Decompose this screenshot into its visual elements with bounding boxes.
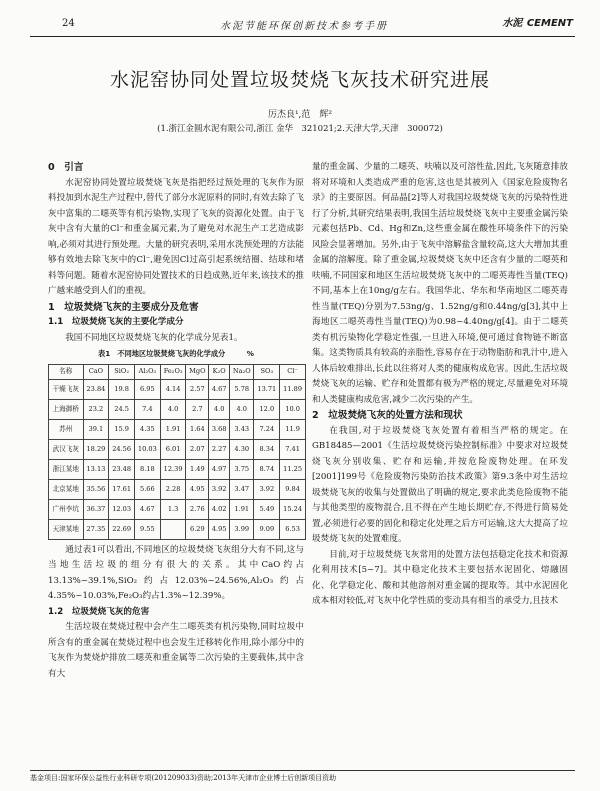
right-column bbox=[312, 160, 568, 610]
table-row bbox=[49, 379, 306, 399]
table-cell: 12.39 bbox=[160, 459, 186, 479]
table-cell bbox=[160, 519, 186, 539]
table-cell: 5.49 bbox=[254, 499, 280, 519]
section-1-1-heading: 1.1 垃圾焚烧飞灰的主要化学成分 bbox=[48, 317, 184, 327]
section-1-heading: 1 垃圾焚烧飞灰的主要成分及危害 bbox=[48, 301, 199, 313]
table-cell: 7.4 bbox=[135, 399, 161, 419]
table-cell: 2.57 bbox=[186, 379, 209, 399]
table-cell: 22.69 bbox=[109, 519, 135, 539]
table-row bbox=[49, 399, 306, 419]
section-1-2-paragraph: 生活垃圾在焚烧过程中会产生二噁英类有机污染物,同时垃圾中所含有的重金属在焚烧过程中也会发生迁移转化作用,除小部分中的飞灰作为焚烧炉排放二噁英和重金属等二次污染的主要载体,其中含有大 bbox=[48, 622, 304, 679]
article-title: 水泥窑协同处置垃圾焚烧飞灰技术研究进展 bbox=[109, 69, 490, 91]
table-cell: 3.75 bbox=[230, 459, 254, 479]
table-cell: 4.95 bbox=[209, 519, 230, 539]
table-cell: 6.53 bbox=[280, 519, 306, 539]
table-cell: 1.91 bbox=[160, 419, 186, 439]
table-cell: 24.56 bbox=[109, 439, 135, 459]
logo-cn: 水泥 bbox=[502, 18, 523, 29]
table-row-label: 武汉飞灰 bbox=[49, 439, 84, 459]
table-cell: 12.03 bbox=[109, 499, 135, 519]
table-cell: 4.67 bbox=[135, 499, 161, 519]
chemical-composition-table bbox=[48, 364, 306, 540]
table-header-cell: K₂O bbox=[209, 364, 230, 379]
running-header bbox=[30, 14, 575, 37]
footnote: 基金项目:国家环保公益性行业科研专项(201209033)资助;2013年天津市企业博士后创新项目资助 bbox=[30, 770, 575, 783]
table-cell: 4.67 bbox=[209, 379, 230, 399]
right-paragraph-1: 量的重金属、少量的二噁英、呋喃以及可溶性盐,因此,飞灰随意排放将对环境和人类造成严重的危害,这也是其被列入《国家危险废物名录》的主要原因。何品晶[2]等人对我国垃圾焚烧飞灰的污染特性进行了分析,其研究结果表明,我国生活垃圾焚烧飞灰中主要重金属污染元素包括Pb、Cd、Hg和Zn,这些重金属在酸性环境条件下的污染风险会显著增加。另外,由于飞灰中溶解盐含量较高,这大大增加其重金属的溶解度。除了重金属,垃圾焚烧飞灰中还含有少量的二噁英和呋喃,不同国家和地区生活垃圾焚烧飞灰中的二噁英毒性当量(TEQ)不同,基本上在10ng/g左右。我国华北、华东和华南地区二噁英毒性当量(TEQ)分别为7.53ng/g、1.52ng/g和0.44ng/g[3],其中上海地区二噁英毒性当量(TEQ)为0.98~4.40ng/g[4]。由于二噁英类有机污染物化学稳定性强,一旦进入环境,便可通过食物链不断富集。这类物质具有较高的亲脂性,容易存在于动物脂肪和乳汁中,进入人体后较难排出,长此以往将对人类的健康构成危害。因此,生活垃圾焚烧飞灰的运输、贮存和处置都有极为严格的规定,尽量避免对环境和人类健康构成危害,减少二次污染的产生。 bbox=[312, 162, 568, 405]
table-row-label: 北京某地 bbox=[49, 479, 84, 499]
table-cell: 39.1 bbox=[83, 419, 109, 439]
table-row bbox=[49, 419, 306, 439]
table-cell: 10.03 bbox=[135, 439, 161, 459]
table-cell: 3.43 bbox=[230, 419, 254, 439]
table-cell: 15.9 bbox=[109, 419, 135, 439]
table-cell: 1.3 bbox=[160, 499, 186, 519]
section-0-heading: 0 引言 bbox=[48, 162, 84, 173]
table-row-label: 苏州 bbox=[49, 419, 84, 439]
table-header-cell: Al₂O₃ bbox=[135, 364, 161, 379]
table-cell: 3.92 bbox=[209, 479, 230, 499]
table-cell: 8.18 bbox=[135, 459, 161, 479]
table-cell: 3.47 bbox=[230, 479, 254, 499]
table-cell: 15.24 bbox=[280, 499, 306, 519]
right-paragraph-3: 目前,对于垃圾焚烧飞灰常用的处置方法包括稳定化技术和资源化利用技术[5~7]。其中稳定化技术主要包括水泥固化、熔融固化、化学稳定化、酸和其他溶剂对重金属的提取等。其中水泥固化成本相对较低,对飞灰中化学性质的变动具有相当的承受力,且技术 bbox=[312, 549, 568, 606]
table-header-cell: SO₃ bbox=[254, 364, 280, 379]
table-row-label: 浙江某地 bbox=[49, 459, 84, 479]
table-cell: 5.66 bbox=[135, 479, 161, 499]
table-row-label: 广州李坑 bbox=[49, 499, 84, 519]
table-header-cell: Cl⁻ bbox=[280, 364, 306, 379]
table-cell: 18.29 bbox=[83, 439, 109, 459]
table-row bbox=[49, 479, 306, 499]
table-cell: 4.97 bbox=[209, 459, 230, 479]
table-cell: 6.95 bbox=[135, 379, 161, 399]
table-cell: 13.13 bbox=[83, 459, 109, 479]
table-cell: 6.01 bbox=[160, 439, 186, 459]
table-row bbox=[49, 519, 306, 539]
table-cell: 4.0 bbox=[209, 399, 230, 419]
table-row-label: 天津某地 bbox=[49, 519, 84, 539]
table-cell: 2.7 bbox=[186, 399, 209, 419]
table-cell: 3.68 bbox=[209, 419, 230, 439]
table-cell: 12.0 bbox=[254, 399, 280, 419]
table-row-label: 干燥飞灰 bbox=[49, 379, 84, 399]
table-header-cell: Na₂O bbox=[230, 364, 254, 379]
table-cell: 23.48 bbox=[109, 459, 135, 479]
table-cell: 7.24 bbox=[254, 419, 280, 439]
table-cell: 1.64 bbox=[186, 419, 209, 439]
table-row bbox=[49, 439, 306, 459]
right-paragraph-2: 在我国,对于垃圾焚烧飞灰处置有着相当严格的规定。在GB18485—2001《生活垃圾焚烧污染控制标准》中要求对垃圾焚烧飞灰分别收集、贮存和运输,并按危险废物处理。在环发[2001]199号《危险废物污染防治技术政策》第9.3条中对生活垃圾焚烧飞灰的收集与处置做出了明确的规定,要求此类危险废物不能与其他类型的废物混合,且不得在产生地长期贮存,不得进行简易处置,必须进行必要的固化和稳定化处理之后方可运输,这大大提高了垃圾焚烧飞灰的处置难度。 bbox=[312, 425, 568, 544]
table-body bbox=[49, 379, 306, 539]
table-cell: 11.9 bbox=[280, 419, 306, 439]
table-cell: 36.37 bbox=[83, 499, 109, 519]
table-cell: 27.35 bbox=[83, 519, 109, 539]
journal-title: 水泥节能环保创新技术参考手册 bbox=[220, 21, 388, 32]
table-cell: 7.41 bbox=[280, 439, 306, 459]
table-cell: 23.84 bbox=[83, 379, 109, 399]
table-cell: 19.8 bbox=[109, 379, 135, 399]
table-cell: 4.35 bbox=[135, 419, 161, 439]
table-cell: 8.34 bbox=[254, 439, 280, 459]
table-cell: 11.25 bbox=[280, 459, 306, 479]
table-cell: 4.95 bbox=[186, 479, 209, 499]
table-cell: 4.30 bbox=[230, 439, 254, 459]
table-cell: 4.02 bbox=[209, 499, 230, 519]
table-cell: 4.14 bbox=[160, 379, 186, 399]
article-authors: 厉杰良¹,范 辉² bbox=[267, 110, 333, 120]
table-cell: 17.61 bbox=[109, 479, 135, 499]
table-cell: 3.99 bbox=[230, 519, 254, 539]
table-cell: 4.0 bbox=[160, 399, 186, 419]
left-column bbox=[48, 160, 304, 682]
table-cell: 8.74 bbox=[254, 459, 280, 479]
section-2-heading: 2 垃圾焚烧飞灰的处置方法和现状 bbox=[312, 410, 463, 421]
table-cell: 3.92 bbox=[254, 479, 280, 499]
article-affiliation: (1.浙江金圆水泥有限公司,浙江 金华 321021;2.天津大学,天津 300072) bbox=[157, 124, 443, 134]
table-header-cell: SiO₂ bbox=[109, 364, 135, 379]
table-cell: 2.07 bbox=[186, 439, 209, 459]
table-row bbox=[49, 499, 306, 519]
table-cell: 2.76 bbox=[186, 499, 209, 519]
table-header-cell: 名称 bbox=[49, 364, 84, 379]
table-header-cell: CaO bbox=[83, 364, 109, 379]
section-1-2-heading: 1.2 垃圾焚烧飞灰的危害 bbox=[48, 606, 150, 617]
table-header-row bbox=[49, 364, 306, 379]
page-number: 24 bbox=[62, 18, 75, 29]
table-row-label: 上海御桥 bbox=[49, 399, 84, 419]
table-cell: 24.5 bbox=[109, 399, 135, 419]
table-cell: 1.91 bbox=[230, 499, 254, 519]
table-cell: 10.0 bbox=[280, 399, 306, 419]
table-cell: 1.49 bbox=[186, 459, 209, 479]
table-cell: 9.55 bbox=[135, 519, 161, 539]
table-header-cell: MgO bbox=[186, 364, 209, 379]
table-cell: 35.56 bbox=[83, 479, 109, 499]
table-cell: 9.09 bbox=[254, 519, 280, 539]
table-row bbox=[49, 459, 306, 479]
table-caption: 表1 不同地区垃圾焚烧飞灰的化学成分 % bbox=[98, 349, 254, 358]
cement-logo bbox=[502, 14, 573, 30]
table-cell: 5.78 bbox=[230, 379, 254, 399]
table-cell: 4.0 bbox=[230, 399, 254, 419]
intro-paragraph: 水泥窑协同处置垃圾焚烧飞灰是指把经过预处理的飞灰作为原料投加到水泥生产过程中,替代了部分水泥原料的同时,有效去除了飞灰中富集的二噁英等有机污染物,实现了飞灰的资源化处置。由于飞灰中含有大量的Cl⁻和重金属元素,为了避免对水泥生产工艺造成影响,必须对其进行预处理。大量的研究表明,采用水洗预处理的方法能够有效地去除飞灰中的Cl⁻,避免因Cl过高引起系统结圈、结球和堵料等问题。随着水泥窑协同处置技术的日趋成熟,近年来,该技术的推广越来越受到人们的重视。 bbox=[48, 177, 304, 296]
section-1-1-paragraph: 我国不同地区垃圾焚烧飞灰的化学成分见表1。 bbox=[65, 332, 243, 343]
table-cell: 23.2 bbox=[83, 399, 109, 419]
table-header-cell: Fe₂O₃ bbox=[160, 364, 186, 379]
table-cell: 2.27 bbox=[209, 439, 230, 459]
table-cell: 9.84 bbox=[280, 479, 306, 499]
logo-en: CEMENT bbox=[526, 18, 573, 29]
table-cell: 2.28 bbox=[160, 479, 186, 499]
table-cell: 6.29 bbox=[186, 519, 209, 539]
table-cell: 11.89 bbox=[280, 379, 306, 399]
after-table-paragraph: 通过表1可以看出,不同地区的垃圾焚烧飞灰组分大有不同,这与当地生活垃圾的组分有很大的关系。其中CaO约占13.13%~39.1%,SiO₂约占12.03%~24.56%,Al₂O₃约占4.35%~10.03%,Fe₂O₃约占1.3%~12.39%。 bbox=[48, 544, 304, 601]
table-cell: 13.71 bbox=[254, 379, 280, 399]
